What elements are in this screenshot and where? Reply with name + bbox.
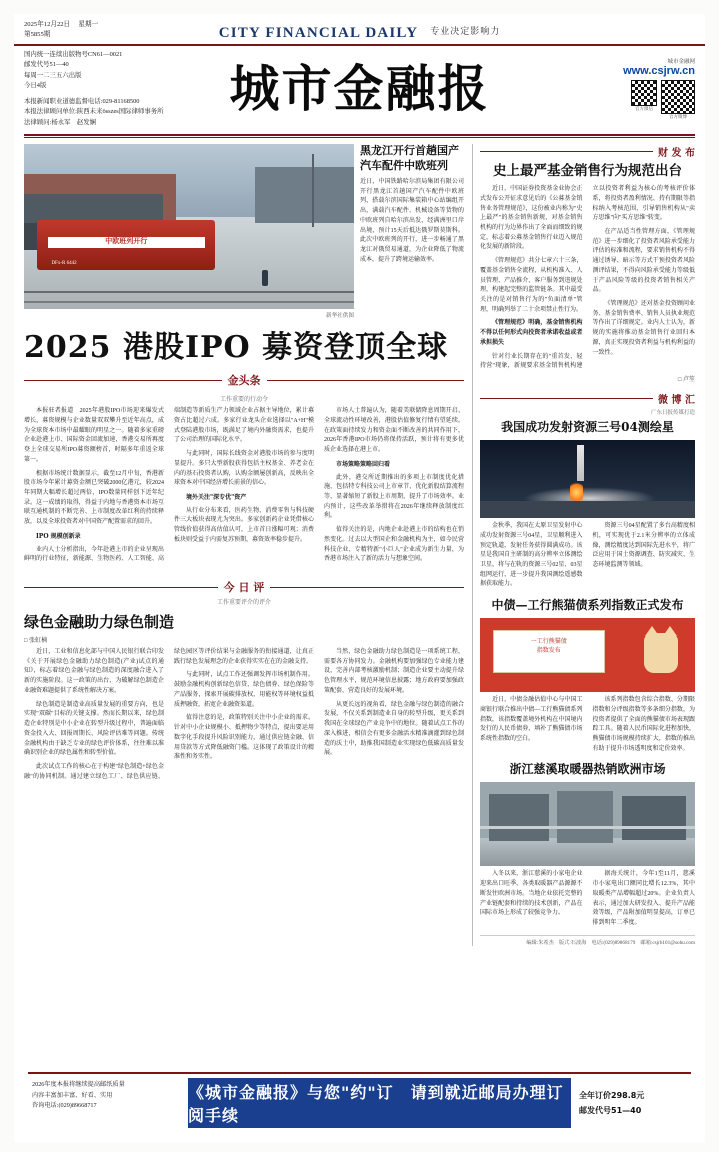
- ad-postal-code: 邮发代号51—40: [579, 1106, 642, 1116]
- editor-credits: 编辑:朱希杰 版式:石波海 电话:(029)89868179 邮箱:csjrb101@sohu.com: [480, 935, 695, 946]
- today-para: 当然，绿色金融助力绿色制造是一项系统工程，需要各方协同发力。金融机构要加强绿色专业能力建设，完善内部考核激励机制；制造企业要主动提升绿色管理水平，规范环境信息披露；地方政府要加强政策配套，营造良好的发展环境。: [324, 649, 464, 694]
- page-title: 城市金融报: [229, 58, 490, 118]
- heater-para: 据海关统计，今年1至11月，慈溪市小家电出口额同比增长12.3%，其中取暖类产品增幅超过20%。企业负责人表示，通过加大研发投入、提升产品能效等级，产品附加值明显提高，订单已排到明年二季度。: [592, 871, 695, 926]
- qr-caption-wechat: 官方微信: [635, 106, 653, 112]
- finance-para: 近日，中国证券投资基金业协会正式发布公开征求意见后的《公募基金销售业务管理规范》，这份被业内称为"史上最严"的基金销售新规，对基金销售机构的行为边界作出了全面而细致的规定，标志着公募基金销售行业迈入规范化发展的新阶段。: [480, 186, 583, 251]
- finance-article-title: 史上最严基金销售行为规范出台: [493, 163, 682, 180]
- lead-para: 从行业分布来看，医药生物、消费零售与科技硬件三大板块表现尤为突出。多家创新药企业凭借核心管线价值获得高估值认可，上市首日涨幅可观；消费板块则受益于内需复苏预期，募资效率稳步提升。: [174, 507, 314, 543]
- lead-para: 此外，港交所近期推出的多项上市制度优化措施，包括特专科技公司上市章节、优化新股结算流程等，显著缩短了新股上市周期，提升了市场效率。业内预计，这些改革举措将在2026年继续释放制度红利。: [324, 474, 464, 520]
- satellite-para: 资源三号04星配置了多台高精度相机，可实现优于2.1米分辨率的立体成像，测绘精度达到国际先进水平，将广泛应用于国土资源调查、防灾减灾、生态环境监测等领域。: [592, 523, 695, 568]
- today-comment-title: 绿色金融助力绿色制造: [24, 613, 175, 632]
- finance-article-body: [480, 185, 695, 372]
- masthead-info-2: 邮发代号51—40: [24, 61, 69, 69]
- finance-para-bold: 《管理规范》明确，基金销售机构不得以任何形式向投资者承诺收益或者承担损失: [480, 320, 583, 346]
- masthead-main: [14, 46, 705, 132]
- lead-body: [24, 407, 464, 565]
- panda-bond-article-title: 中债—工行熊猫债系列指数正式发布: [491, 598, 684, 613]
- rocket-launch-photo: [480, 440, 695, 518]
- ad-price: 全年订价298.8元: [579, 1091, 645, 1100]
- content-area: [14, 138, 705, 945]
- panda-para: 近日，中债金融估值中心与中国工商银行联合推出中债—工行熊猫债系列指数，该指数覆盖境外机构在中国境内发行的人民币债券，填补了熊猫债市场系统性指数的空白。: [480, 697, 583, 742]
- lead-para: 根据市场统计数据显示，截至12月中旬，香港新股市场今年累计募资金额已突破2000亿港元，较2024年同期大幅增长超过两倍，IPO数量同样创下近年纪录。这一成绩的取得，得益于内地与香港资本市场互联互通机制的不断完善、上市制度改革红利的持续释放，以及全球投资者对中国资产配置需求的回升。: [24, 470, 164, 526]
- today-para: 近日，工业和信息化部与中国人民银行联合印发《关于开展绿色金融助力绿色制造(产业)试点的通知》，标志着绿色金融与绿色制造的深度融合进入了新的实施阶段。这一政策的出台，为破解绿色制造企业融资难题提供了系统性解决方案。: [24, 649, 164, 694]
- lead-kicker-tag: 金头条: [227, 374, 261, 388]
- lead-headline: 2025 港股IPO 募资登顶全球: [24, 330, 449, 366]
- train-photo: 中欧班列开行 DFx-R 6442: [24, 144, 354, 309]
- ad-line-3[interactable]: 咨询电话:(029)89668717: [32, 1102, 97, 1110]
- today-para: 与此同时，试点工作还强调发挥市场机制作用。鼓励金融机构创新绿色信贷、绿色债券、绿色保险等产品服务，探索开展碳排放权、用能权等环境权益抵质押融资，拓宽企业融资渠道。: [174, 672, 314, 708]
- masthead-date: 2025年12月22日 星期一: [24, 21, 99, 28]
- lead-para: 本报驻者报道 2025年港股IPO市场迎来爆发式增长，募资规模与企业数量双双攀升至近年高点，成为全球资本市场中最耀眼的明星之一。随着多家重磅企业赴港上市、国际资金回流加速，香港交易所再度登上全球交易所IPO募资额榜首，时隔多年重返全球第一。: [24, 408, 164, 463]
- today-comment-body: [24, 648, 464, 782]
- masthead-info-1: 国内统一连续出版物号CN61—0021: [24, 51, 123, 58]
- section-header-finance: [480, 144, 695, 159]
- photo-story-text: [354, 144, 464, 319]
- today-comment-sub: 工作重要评介的评介: [216, 600, 271, 607]
- qr-code-weibo-icon[interactable]: [661, 80, 695, 114]
- masthead-divider: [24, 134, 695, 136]
- satellite-para: 金秋季，我国在太原卫星发射中心成功发射资源三号04星，卫星顺利进入预定轨道，发射任务获得圆满成功。该星是我国自主研制的高分辨率立体测绘卫星，将与在轨的资源三号02星、03星组网运行，进一步提升我国测绘遥感数据获取能力。: [480, 523, 583, 588]
- satellite-article-body: [480, 522, 695, 590]
- ad-line-1: 2026年度本报将继续提高邮纸质量: [32, 1081, 125, 1088]
- subscription-ad-left: [28, 1074, 188, 1132]
- left-column: [24, 144, 464, 945]
- today-para: 从更长远的视角看，绿色金融与绿色制造的融合发展，不仅关系到制造业自身的转型升级，更关系到我国在全球绿色产业竞争中的地位。随着试点工作的深入推进，相信会有更多金融活水精准滴灌到绿色制造的沃土中，助推我国制造业实现绿色低碳高质量发展。: [324, 701, 464, 757]
- panda-bond-photo: 一工行熊猫债 指数发布: [480, 618, 695, 692]
- finance-para: 《管理规范》共分七章六十三条，覆盖基金销售全流程，从机构准入、人员管理、产品推介、客户服务到违规处理，构建起完整的监管链条。其中最受关注的是对销售行为的"负面清单"管理，明确列举了二十余项禁止性行为。: [480, 258, 583, 313]
- masthead-slogan: 专业决定影响力: [430, 26, 501, 36]
- masthead-info-4: 今日4版: [24, 81, 47, 89]
- panda-para: 该系列指数包含综合指数、分期限指数和分评级指数等多条细分指数，为投资者提供了全面的熊猫债市场表现跟踪工具。随着人民币国际化进程加快，熊猫债市场规模持续扩大，指数的推出有助于提升市场透明度和定价效率。: [592, 697, 695, 752]
- masthead-info-3: 每周一二三五六出版: [24, 71, 82, 79]
- today-para: 绿色制造是制造业高质量发展的重要方向，也是实现"双碳"目标的关键支撑。然而长期以来，绿色制造企业特别是中小企业在转型升级过程中，普遍面临资金投入大、回报周期长、风险评估难等问题。传统金融机构由于缺乏专业的绿色评价体系，往往难以准确识别企业的绿色属性和转型价值。: [24, 701, 164, 757]
- lead-para: 与此同时，国际长线资金对港股市场的参与度明显提升。多只大型新股获得包括主权基金、养老金在内的基石投资者认购，认购金额屡创新高，反映出全球资本对中国经济增长前景的信心。: [174, 451, 314, 487]
- masthead-english-title-block: [174, 20, 545, 42]
- masthead-title-block: [174, 58, 545, 118]
- photo-credit: 新华社供图: [326, 313, 354, 320]
- today-para: 值得注意的是，政策特别关注中小企业的需求。针对中小企业规模小、抵押物少等特点，提出要运用数字化手段提升风险识别能力，通过供应链金融、信用贷款等方式降低融资门槛。这体现了政策设计的精准性和务实性。: [174, 715, 314, 761]
- masthead-contact-2: 本报法律顾问单位:陕西未来összes国际律师事务所: [24, 108, 164, 116]
- website-url[interactable]: www.csjrw.cn: [623, 65, 695, 78]
- masthead-contact-1: 本报新闻职业道德监督电话:029-81168500: [24, 98, 140, 105]
- ad-line-2: 内容丰富加丰富、好看、实用: [32, 1091, 113, 1099]
- section-tag-weibo: 微 博 汇: [658, 395, 695, 407]
- section-tag-finance: 财 发 布: [658, 148, 695, 160]
- lead-kicker-sub: 工作重要的行动令: [219, 397, 268, 404]
- panda-illustration-icon: [644, 633, 678, 673]
- finance-para: 针对行业长期存在的"重首发、轻持营"现象，新规要求基金销售机构建立以投资者利益为核心的考核评价体系，将投资者盈利情况、持有期限等指标纳入考核范围，引导销售机构从"卖方思维"向"买方思维"转变。: [480, 186, 695, 370]
- panda-bond-article-body: [480, 696, 695, 754]
- finance-article-sign: □ 卢笙: [677, 377, 695, 384]
- subscription-ad-banner[interactable]: [188, 1078, 571, 1128]
- masthead-issue: 第5855期: [24, 31, 51, 39]
- subscription-ad-text: 《城市金融报》与您"约"订 请到就近邮局办理订阅手续: [188, 1083, 564, 1125]
- finance-para: 《管理规范》还对基金投资顾问业务、基金销售费率、销售人员执业规范等作出了详细规定。业内人士认为，新规的实施将推动基金销售行业回归本源，真正实现投资者利益与机构利益的一致性。: [592, 301, 695, 356]
- heater-article-body: [480, 870, 695, 928]
- factory-photo: [480, 782, 695, 866]
- lead-subhead-2: 境外关注"深专优"资产: [186, 494, 247, 501]
- masthead-info: [24, 50, 174, 128]
- lead-para: 市场人士普遍认为，随着美联储降息周期开启、全球流动性环境改善，港股估值修复行情有望延续。在政策面持续发力和资金面不断改善的共同作用下，2026年香港IPO市场仍将保持活跃，预计将有更多优质企业选择在港上市。: [324, 408, 464, 454]
- masthead-top: [14, 14, 705, 46]
- paper-sheet: [14, 14, 705, 1142]
- today-comment-kicker: [24, 579, 464, 595]
- masthead-contact-3: 法律顾问:杨永军 赵发娴: [24, 118, 97, 126]
- satellite-article-title: 我国成功发射资源三号04测绘星: [501, 420, 674, 435]
- today-para: 此次试点工作的核心在于构建"绿色制造+绿色金融"的协同机制。通过建立绿色工厂、绿色供应链、绿色园区等评价结果与金融服务的衔接通道，让真正践行绿色发展理念的企业获得实实在在的金融支持。: [24, 649, 314, 780]
- lead-para: 值得关注的是，内地企业赴港上市的结构也在悄然变化。过去以大型国企和金融机构为主，如今民营科技企业、专精特新"小巨人"企业成为新生力量，为香港市场注入了新的活力与想象空间。: [324, 527, 464, 563]
- lead-subhead-1: IPO 规模创新录: [36, 532, 81, 540]
- masthead-right: [545, 57, 695, 120]
- today-comment-tag: 今 日 评: [223, 581, 265, 595]
- heater-article-title: 浙江慈溪取暖器热销欧洲市场: [509, 762, 666, 777]
- lead-kicker: [24, 372, 464, 388]
- section-sub-weibo: 广东日报传媒打造: [650, 410, 695, 417]
- qr-caption-weibo: 官方微博: [669, 114, 687, 120]
- qr-code-wechat-icon[interactable]: [631, 80, 657, 106]
- finance-para: 在产品适当性管理方面，《管理规范》进一步细化了投资者风险承受能力评估的标准和流程，要求销售机构不得通过诱导、暗示等方式干预投资者风险测评结果，不得向风险承受能力等级低于产品风险等级的投资者销售相关产品。: [592, 229, 695, 294]
- photo-story-title: 黑龙江开行首趟国产汽车配件中欧班列: [360, 144, 459, 173]
- photo-story: [24, 144, 464, 319]
- section-header-weibo: [480, 391, 695, 406]
- heater-para: 入冬以来，浙江慈溪的小家电企业迎来出口旺季，各类取暖器产品源源不断发往欧洲市场。当地企业依托完整的产业链配套和持续的技术创新，产品在国际市场上形成了较强竞争力。: [480, 871, 583, 917]
- photo-story-body: 近日，中国铁路哈尔滨局集团有限公司开行黑龙江首趟国产汽车配件中欧班列，搭载尔滨国际集装箱中心站编组开出，满载汽车配件、机械设备等货物的中欧班列自哈尔滨出发，经满洲里口岸出境，预计15天后抵达俄罗斯莫斯科。此次中欧班列的开行，进一步畅通了黑龙江对俄贸易通道，为企业降低了物流成本，提升了跨境运输效率。: [360, 178, 464, 263]
- subscription-ad-price: [571, 1074, 691, 1132]
- masthead-english-title: CITY FINANCIAL DAILY: [218, 25, 419, 41]
- masthead-date-block: [24, 20, 174, 40]
- subscription-ad: [28, 1072, 691, 1132]
- lead-para: 业内人士分析指出，今年赴港上市的企业呈现出鲜明的行业特征，新能源、生物医药、人工智能、高端制造等新质生产力领域企业占据主导地位，累计募资占比超过六成。多家行业龙头企业选择以"A+H"模式登陆港股市场，既满足了境内外融资需求，也提升了公司治理的国际化水平。: [24, 408, 314, 563]
- right-column: [472, 144, 695, 945]
- website-label: 城市金融网: [667, 59, 695, 66]
- lead-subhead-3: 市场策略策略回归看: [336, 460, 391, 468]
- today-comment-byline: □ 张虹楠: [24, 638, 48, 645]
